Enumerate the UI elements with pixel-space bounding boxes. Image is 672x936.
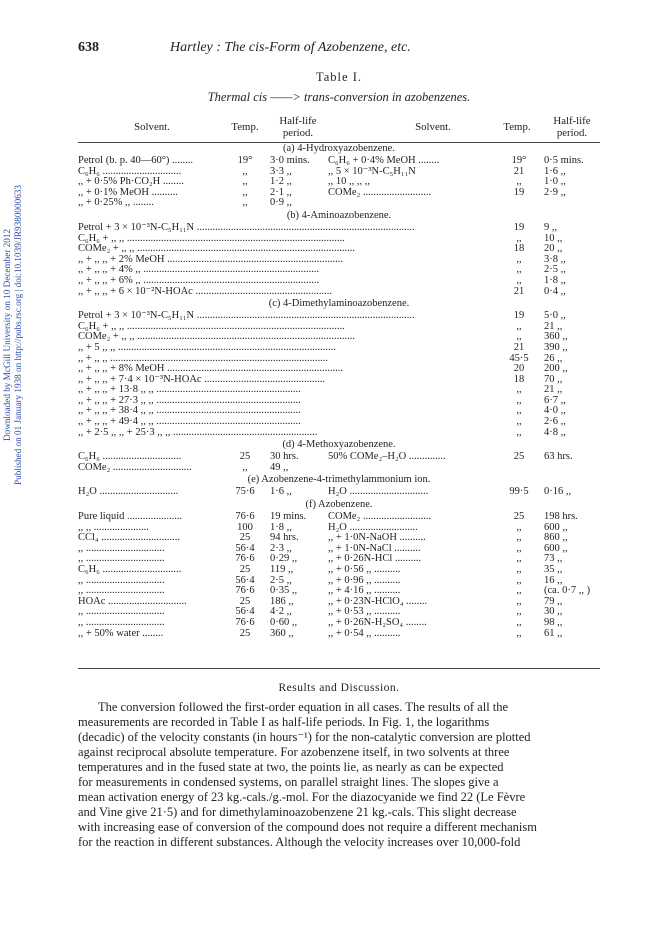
table-cell: 0·5 mins. — [544, 156, 584, 166]
table-cell: 98 ,, — [544, 617, 563, 628]
table-cell: ,, — [516, 522, 522, 533]
table-cell: ,, + ,, ,, + 49·4 ,, ,, ....................................................... — [78, 417, 301, 428]
paragraph-line: The conversion followed the first-order equation in all cases. The results of all the — [98, 700, 509, 714]
table-cell: ,, — [516, 177, 522, 188]
column-header-temp: Temp. — [503, 121, 531, 133]
table-cell: ,, — [516, 385, 522, 396]
table-row — [78, 565, 600, 576]
table-cell: ,, — [516, 596, 522, 607]
table-cell: ,, + ,, ,, + 38·4 ,, ,, ....................................................... — [78, 406, 301, 417]
table-row — [78, 452, 600, 463]
table-row — [78, 255, 600, 266]
table-cell: 1·2 ,, — [270, 177, 292, 188]
table-cell: 70 ,, — [544, 374, 563, 385]
table-section-heading — [78, 473, 600, 487]
table-cell: 9 ,, — [544, 222, 558, 233]
table-cell: 76·6 — [235, 512, 255, 523]
paragraph-line: against reciprocal absolute temperature. For azobenzene itself, in two solvents at three — [78, 745, 510, 759]
table-cell: 3·8 ,, — [544, 254, 566, 265]
section-heading-text: (f) Azobenzene. — [305, 499, 373, 511]
table-cell: 25 — [239, 596, 251, 607]
table-cell: ,, — [516, 275, 522, 286]
table-cell: 0·35 ,, — [270, 586, 298, 597]
table-cell: 21 ,, — [544, 385, 563, 396]
table-cell: 3·0 mins. — [270, 156, 310, 166]
table-cell: ,, .............................. — [78, 586, 165, 597]
table-cell: 3·3 ,, — [270, 166, 292, 177]
table-cell: 50% COMe₂–H₂O .............. — [328, 452, 446, 463]
table-cell: 2·5 ,, — [270, 575, 292, 586]
table-cell: 56·4 — [235, 575, 255, 586]
table-row — [78, 332, 600, 343]
table-cell: ,, + 4·16 ,, .......... — [328, 586, 401, 597]
table-rule — [78, 668, 600, 669]
table-cell: (ca. 0·7 ,, ) — [544, 586, 591, 597]
table-cell: ,, 10 ,, ,, ,, — [328, 177, 370, 188]
table-cell: ,, 5 × 10⁻³N-C₅H₁₁N — [328, 166, 416, 177]
table-cell: 19 mins. — [270, 512, 307, 523]
table-cell: ,, — [516, 554, 522, 565]
table-cell: 360 ,, — [270, 628, 294, 639]
paragraph-line: with increasing ease of conversion of the compound does not require a different mechanism — [78, 820, 537, 834]
table-cell: ,, + 5 ,, ,, ................................................................................... — [78, 342, 336, 353]
table-cell: Petrol + 3 × 10⁻³N-C₅H₁₁N ................................................................................... — [78, 222, 415, 233]
section-heading-text: (c) 4-Dimethylaminoazobenzene. — [268, 298, 410, 310]
table-row — [78, 544, 600, 555]
table-cell: ,, + 0·23N-HClO₄ ........ — [328, 596, 428, 607]
table-cell: ,, + ,, ,, + 4% ,, ................................................................... — [78, 265, 320, 276]
table-row — [78, 597, 600, 608]
table-section-heading — [78, 209, 600, 223]
table-row — [78, 343, 600, 354]
table-cell: ,, + 50% water ........ — [78, 628, 164, 639]
table-cell: ,, — [516, 586, 522, 597]
paragraph-line: and Vine give 21·5) and for dimethylaminoazobenzene 21 kg.-cals. This slight decrease — [78, 805, 517, 819]
table-row — [78, 311, 600, 322]
table-row — [78, 487, 600, 498]
table-cell: ,, ,, ..................... — [78, 522, 149, 533]
table-cell: 18 — [513, 374, 525, 385]
table-cell: ,, + ,, ,, ................................................................................... — [78, 353, 329, 364]
section-heading-text: (d) 4-Methoxyazobenzene. — [282, 439, 396, 451]
table-cell: ,, + ,, ,, + 8% MeOH ................................................................... — [78, 364, 344, 375]
table-cell: ,, + 0·26N-H₂SO₄ ........ — [328, 617, 427, 628]
table-cell: ,, — [516, 233, 522, 244]
table-cell: COMe₂ + ,, ,, ................................................................................... — [78, 332, 356, 343]
table-cell: 2·5 ,, — [544, 265, 566, 276]
table-cell: ,, — [242, 462, 248, 473]
table-section-heading — [78, 297, 600, 311]
table-cell: 21 — [513, 342, 525, 353]
table-cell: ,, + 1·0N-NaCl .......... — [328, 543, 421, 554]
table-row — [78, 417, 600, 428]
paragraph-line: mean activation energy of 23 kg.-cals./g.-mol. For the diazocyanide we find 22 (Le Fèvre — [78, 790, 526, 804]
section-heading-text: (e) Azobenzene-4-trimethylammonium ion. — [247, 474, 431, 486]
column-header-solvent: Solvent. — [415, 121, 451, 133]
table-cell: CCl₄ .............................. — [78, 533, 180, 544]
table-cell: Pure liquid ..................... — [78, 512, 183, 523]
table-cell: ,, + 0·26N-HCl .......... — [328, 554, 422, 565]
table-cell: 21 — [513, 286, 525, 297]
table-cell: 1·8 ,, — [544, 275, 566, 286]
table-cell: ,, — [516, 406, 522, 417]
column-header-temp: Temp. — [231, 121, 259, 133]
table-cell: 119 ,, — [270, 565, 294, 575]
table-cell: 35 ,, — [544, 565, 563, 575]
table-cell: 25 — [239, 565, 251, 575]
table-cell: ,, + ,, ,, + 7·4 × 10⁻³N-HOAc .............................................. — [78, 374, 325, 385]
table-cell: 0·4 ,, — [544, 286, 566, 297]
table-cell: ,, — [242, 198, 248, 209]
table-cell: 76·6 — [235, 554, 255, 565]
running-header — [78, 40, 600, 58]
table-cell: 100 — [237, 522, 253, 533]
table-cell: C₆H₆ .............................. — [78, 166, 182, 177]
table-row — [78, 396, 600, 407]
table-row — [78, 167, 600, 178]
table-cell: ,, + 0·5% Ph·CO₂H ........ — [78, 177, 184, 188]
table-cell: 79 ,, — [544, 596, 563, 607]
table-column-headers — [78, 113, 600, 143]
results-paragraph — [78, 700, 600, 850]
table-cell: H₂O .......................... — [328, 522, 418, 533]
table-cell: 10 ,, — [544, 233, 563, 244]
table-row — [78, 406, 600, 417]
table-cell: ,, — [516, 321, 522, 332]
table-cell: ,, — [242, 177, 248, 188]
table-cell: 94 hrs. — [270, 533, 299, 544]
paragraph-line: for measurements in condensed systems, on parallel straight lines. The slopes give a — [78, 775, 499, 789]
table-section-heading — [78, 498, 600, 512]
table-cell: 76·6 — [235, 586, 255, 597]
table-row — [78, 375, 600, 386]
table-cell: 0·29 ,, — [270, 554, 298, 565]
download-watermark — [2, 75, 26, 595]
table-cell: ,, — [516, 607, 522, 618]
table-cell: ,, — [516, 617, 522, 628]
table-cell: 19 — [513, 187, 525, 198]
table-cell: 860 ,, — [544, 533, 568, 544]
table-row — [78, 607, 600, 618]
table-cell: H₂O .............................. — [78, 487, 179, 498]
table-section-heading — [78, 438, 600, 452]
table-cell: 19 — [513, 311, 525, 322]
table-cell: ,, — [516, 265, 522, 276]
table-cell: ,, — [242, 166, 248, 177]
table-cell: 360 ,, — [544, 332, 568, 343]
table-row — [78, 188, 600, 199]
table-cell: 25 — [239, 452, 251, 463]
table-cell: ,, — [516, 254, 522, 265]
table-cell: 0·9 ,, — [270, 198, 292, 209]
table-cell: 0·60 ,, — [270, 617, 298, 628]
table-cell: ,, + 0·25% ,, ........ — [78, 198, 154, 209]
table-cell: ,, — [242, 187, 248, 198]
table-cell: 6·7 ,, — [544, 395, 566, 406]
table-cell: 99·5 — [509, 487, 529, 498]
table-cell: COMe₂ .............................. — [78, 462, 192, 473]
table-cell: ,, .............................. — [78, 543, 165, 554]
paragraph-line: temperatures and in the fused state at two, the points lie, as nearly as can be expected — [78, 760, 504, 774]
table-row — [78, 265, 600, 276]
table-row — [78, 364, 600, 375]
table-row — [78, 198, 600, 209]
table-cell: ,, .............................. — [78, 575, 165, 586]
table-cell: Petrol + 3 × 10⁻³N-C₅H₁₁N ................................................................................... — [78, 311, 415, 322]
table-row — [78, 523, 600, 534]
table-cell: ,, + 2·5 ,, ,, + 25·3 ,, ,, ....................................................... — [78, 427, 318, 438]
table-row — [78, 156, 600, 167]
table-row — [78, 385, 600, 396]
table-cell: 600 ,, — [544, 522, 568, 533]
column-header-half-life: Half-life period. — [279, 115, 317, 139]
table-cell: 21 ,, — [544, 321, 563, 332]
paragraph-line: measurements are recorded in Table I as half-life periods. In Fig. 1, the logarithms — [78, 715, 490, 729]
table-caption: Thermal cis ——> trans-conversion in azobenzenes. — [207, 90, 471, 104]
table-cell: ,, + ,, ,, + 27·3 ,, ,, ....................................................... — [78, 395, 301, 406]
table-cell: 1·6 ,, — [270, 487, 292, 498]
table-cell: 56·4 — [235, 607, 255, 618]
column-header-half-life: Half-life period. — [553, 115, 591, 139]
section-heading-text: (b) 4-Aminoazobenzene. — [286, 209, 392, 221]
download-watermark-line: Published on 01 January 1938 on http://pubs.rsc.org | doi:10.1039/JR9380000633 — [13, 185, 23, 486]
table-row — [78, 463, 600, 474]
table-cell: 200 ,, — [544, 364, 568, 375]
table-cell: COMe₂ + ,, ,, ................................................................................... — [78, 244, 356, 255]
running-title: Hartley : The cis-Form of Azobenzene, etc. — [170, 40, 411, 55]
table-cell: 21 — [513, 166, 525, 177]
table-row — [78, 576, 600, 587]
table-cell: HOAc .............................. — [78, 596, 187, 607]
table-cell: COMe₂ .......................... — [328, 512, 432, 523]
table-cell: 18 — [513, 244, 525, 255]
paragraph-line: (decadic) of the velocity constants (in hours⁻¹) for the non-catalytic conversion are plotted — [78, 730, 531, 744]
table-cell: 1·6 ,, — [544, 166, 566, 177]
table-row — [78, 276, 600, 287]
table-cell: ,, — [516, 332, 522, 343]
table-cell: ,, + ,, ,, + 6% ,, ................................................................... — [78, 275, 320, 286]
table-cell: C₆H₆ + 0·4% MeOH ........ — [328, 156, 440, 166]
table-cell: Petrol (b. p. 40—60°) ........ — [78, 156, 194, 166]
table-cell: ,, — [516, 543, 522, 554]
table-cell: ,, — [516, 628, 522, 639]
table-cell: 1·8 ,, — [270, 522, 292, 533]
table-cell: C₆H₆ + ,, ,, ................................................................................... — [78, 233, 345, 244]
table-cell: 25 — [239, 533, 251, 544]
table-section-heading — [78, 142, 600, 156]
table-cell: 75·6 — [235, 487, 255, 498]
table-cell: 2·3 ,, — [270, 543, 292, 554]
table-cell: 1·0 ,, — [544, 177, 566, 188]
table-cell: 2·1 ,, — [270, 187, 292, 198]
table-row — [78, 322, 600, 333]
table-row — [78, 586, 600, 597]
table-cell: 30 hrs. — [270, 452, 299, 463]
table-cell: C₆H₆ .............................. — [78, 452, 182, 463]
table-cell: C₆H₆ .............................. — [78, 565, 182, 575]
table-row — [78, 234, 600, 245]
page-number: 638 — [78, 40, 99, 55]
table-cell: ,, + ,, ,, + 6 × 10⁻²N-HOAc .................................................... — [78, 286, 332, 297]
table-row — [78, 618, 600, 629]
table-row — [78, 512, 600, 523]
table-row — [78, 177, 600, 188]
table-row — [78, 428, 600, 439]
table-cell: H₂O .............................. — [328, 487, 429, 498]
table-cell: ,, — [516, 575, 522, 586]
table-row — [78, 244, 600, 255]
table-cell: ,, + ,, ,, + 2% MeOH ................................................................... — [78, 254, 344, 265]
table-cell: 0·16 ,, — [544, 487, 572, 498]
table-cell: 20 ,, — [544, 244, 563, 255]
table-cell: ,, — [516, 417, 522, 428]
table-cell: 25 — [513, 512, 525, 523]
paragraph-line: for the reaction in different substances. Although the velocity increases over 10,000-fold — [78, 835, 521, 849]
section-title: Results and Discussion. — [278, 682, 400, 694]
table-cell: ,, .............................. — [78, 607, 165, 618]
table-cell: 19° — [237, 156, 253, 166]
table-cell: 5·0 ,, — [544, 311, 566, 322]
table-cell: 49 ,, — [270, 462, 289, 473]
table-cell: ,, .............................. — [78, 554, 165, 565]
table-cell: 19 — [513, 222, 525, 233]
table-cell: 20 — [513, 364, 525, 375]
table-cell: ,, — [516, 565, 522, 575]
table-cell: 2·9 ,, — [544, 187, 566, 198]
table-cell: ,, — [516, 395, 522, 406]
table-row — [78, 354, 600, 365]
table-cell: 56·4 — [235, 543, 255, 554]
table-cell: 390 ,, — [544, 342, 568, 353]
table-row — [78, 533, 600, 544]
table-cell: 19° — [511, 156, 527, 166]
table-row — [78, 223, 600, 234]
table-cell: 4·2 ,, — [270, 607, 292, 618]
table-cell: 26 ,, — [544, 353, 563, 364]
table-cell: ,, + ,, ,, + 13·8 ,, ,, ....................................................... — [78, 385, 301, 396]
table-cell: 63 hrs. — [544, 452, 573, 463]
table-cell: 4·0 ,, — [544, 406, 566, 417]
table-cell: 45·5 — [509, 353, 529, 364]
table-cell: 30 ,, — [544, 607, 563, 618]
table-cell: ,, .............................. — [78, 617, 165, 628]
table-cell: ,, + 0·1% MeOH .......... — [78, 187, 178, 198]
table-row — [78, 629, 600, 640]
table-cell: ,, — [516, 533, 522, 544]
table-cell: 600 ,, — [544, 543, 568, 554]
table-cell: ,, + 0·56 ,, .......... — [328, 565, 401, 575]
table-body — [78, 142, 600, 639]
table-cell: 73 ,, — [544, 554, 563, 565]
column-header-solvent: Solvent. — [134, 121, 170, 133]
table-cell: 25 — [239, 628, 251, 639]
table-row — [78, 287, 600, 298]
table-cell: 76·6 — [235, 617, 255, 628]
table-number: Table I. — [316, 70, 362, 84]
table-cell: 198 hrs. — [544, 512, 578, 523]
table-cell: COMe₂ .......................... — [328, 187, 432, 198]
table-cell: ,, + 1·0N-NaOH .......... — [328, 533, 426, 544]
download-watermark-line: Downloaded by McGill University on 10 December 2012 — [2, 228, 12, 442]
table-cell: 16 ,, — [544, 575, 563, 586]
table-cell: 61 ,, — [544, 628, 563, 639]
table-row — [78, 554, 600, 565]
table-cell: 4·8 ,, — [544, 427, 566, 438]
table-cell: ,, + 0·54 ,, .......... — [328, 628, 401, 639]
table-cell: 2·6 ,, — [544, 417, 566, 428]
table-cell: 186 ,, — [270, 596, 294, 607]
table-cell: ,, — [516, 427, 522, 438]
table-cell: 25 — [513, 452, 525, 463]
table-cell: ,, + 0·96 ,, .......... — [328, 575, 401, 586]
table-cell: ,, + 0·53 ,, .......... — [328, 607, 401, 618]
section-heading-text: (a) 4-Hydroxyazobenzene. — [283, 143, 395, 154]
table-cell: C₆H₆ + ,, ,, ................................................................................... — [78, 321, 345, 332]
